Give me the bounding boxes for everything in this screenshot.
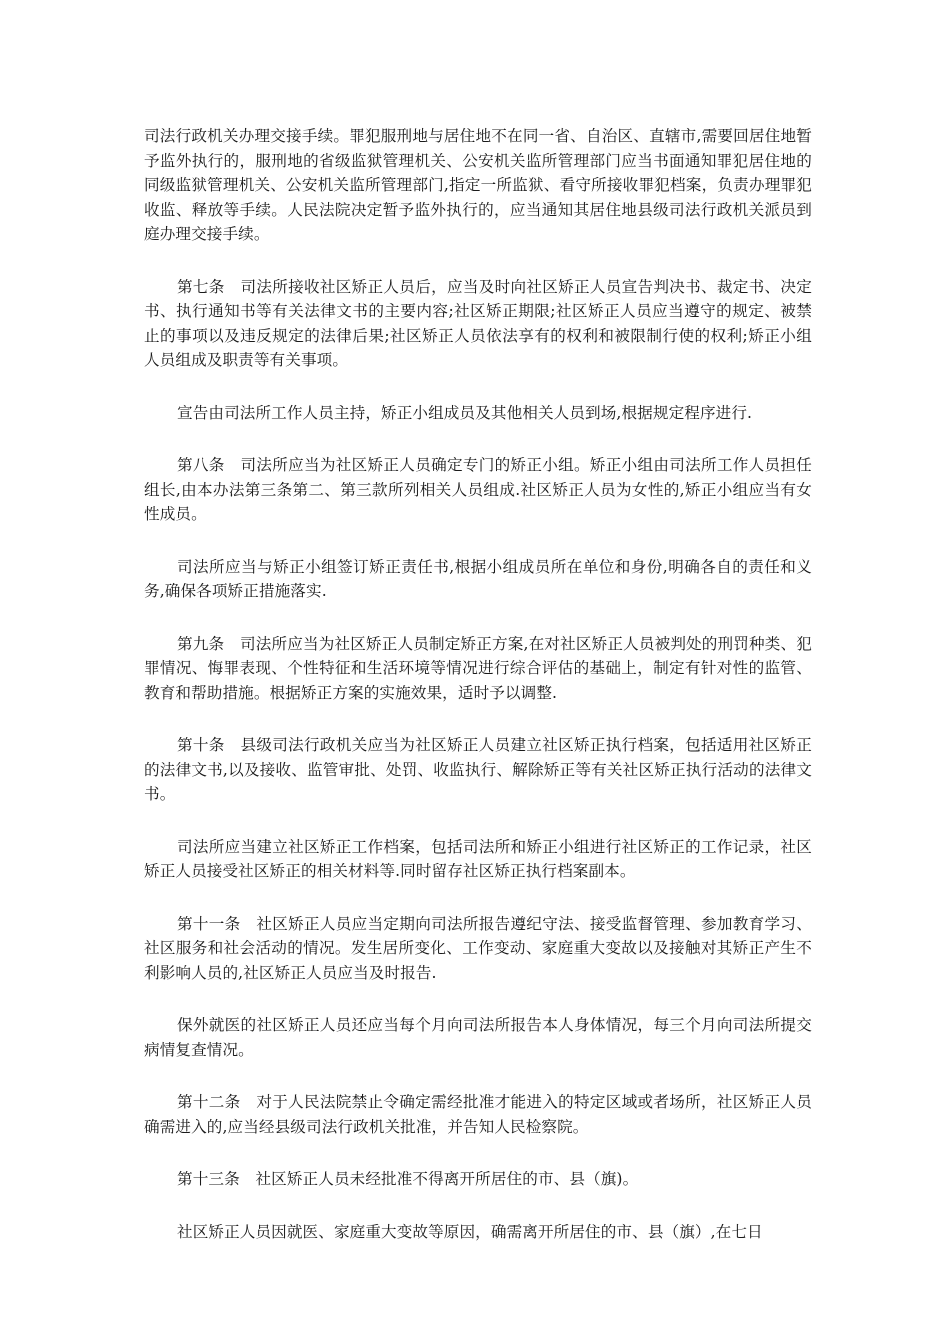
- article-11-medical-parole: 保外就医的社区矫正人员还应当每个月向司法所报告本人身体情况，每三个月向司法所提交病情复查情况。: [144, 1016, 812, 1059]
- article-13-leave: 社区矫正人员因就医、家庭重大变故等原因，确需离开所居住的市、县（旗）,在七日: [177, 1222, 763, 1241]
- article-8-responsibility: 司法所应当与矫正小组签订矫正责任书,根据小组成员所在单位和身份,明确各自的责任和义务,确保各项矫正措施落实.: [144, 557, 812, 600]
- article-13: 第十三条 社区矫正人员未经批准不得离开所居住的市、县（旗)。: [177, 1170, 639, 1188]
- article-7: 第七条 司法所接收社区矫正人员后，应当及时向社区矫正人员宣告判决书、裁定书、决定书、执行通知书等有关法律文书的主要内容;社区矫正期限;社区矫正人员应当遵守的规定、被禁止的事项以及违反规定的法律后果;社区矫正人员依法享有的权利和被限制行使的权利;矫正小组人员组成及职责等有关事项。: [144, 277, 812, 369]
- article-10-work-file: 司法所应当建立社区矫正工作档案，包括司法所和矫正小组进行社区矫正的工作记录，社区矫正人员接受社区矫正的相关材料等.同时留存社区矫正执行档案副本。: [144, 837, 812, 880]
- article-12: 第十二条 对于人民法院禁止令确定需经批准才能进入的特定区域或者场所，社区矫正人员确需进入的,应当经县级司法行政机关批准，并告知人民检察院。: [144, 1093, 812, 1136]
- article-7-announcement: 宣告由司法所工作人员主持，矫正小组成员及其他相关人员到场,根据规定程序进行.: [177, 403, 753, 422]
- article-8: 第八条 司法所应当为社区矫正人员确定专门的矫正小组。矫正小组由司法所工作人员担任组长,由本办法第三条第二、第三款所列相关人员组成.社区矫正人员为女性的,矫正小组应当有女性成员。: [144, 456, 812, 523]
- article-10: 第十条 县级司法行政机关应当为社区矫正人员建立社区矫正执行档案，包括适用社区矫正的法律文书,以及接收、监管审批、处罚、收监执行、解除矫正等有关社区矫正执行活动的法律文书。: [144, 736, 812, 803]
- paragraph-continuation: 司法行政机关办理交接手续。罪犯服刑地与居住地不在同一省、自治区、直辖市,需要回居住地暂予监外执行的，服刑地的省级监狱管理机关、公安机关监所管理部门应当书面通知罪犯居住地的同级监狱管理机关、公安机关监所管理部门,指定一所监狱、看守所接收罪犯档案，负责办理罪犯收监、释放等手续。人民法院决定暂予监外执行的，应当通知其居住地县级司法行政机关派员到庭办理交接手续。: [144, 127, 812, 243]
- article-9: 第九条 司法所应当为社区矫正人员制定矫正方案,在对社区矫正人员被判处的刑罚种类、犯罪情况、悔罪表现、个性特征和生活环境等情况进行综合评估的基础上，制定有针对性的监管、教育和帮助措施。根据矫正方案的实施效果，适时予以调整.: [144, 634, 812, 702]
- article-11: 第十一条 社区矫正人员应当定期向司法所报告遵纪守法、接受监督管理、参加教育学习、社区服务和社会活动的情况。发生居所变化、工作变动、家庭重大变故以及接触对其矫正产生不利影响人员的,社区矫正人员应当及时报告.: [144, 914, 812, 982]
